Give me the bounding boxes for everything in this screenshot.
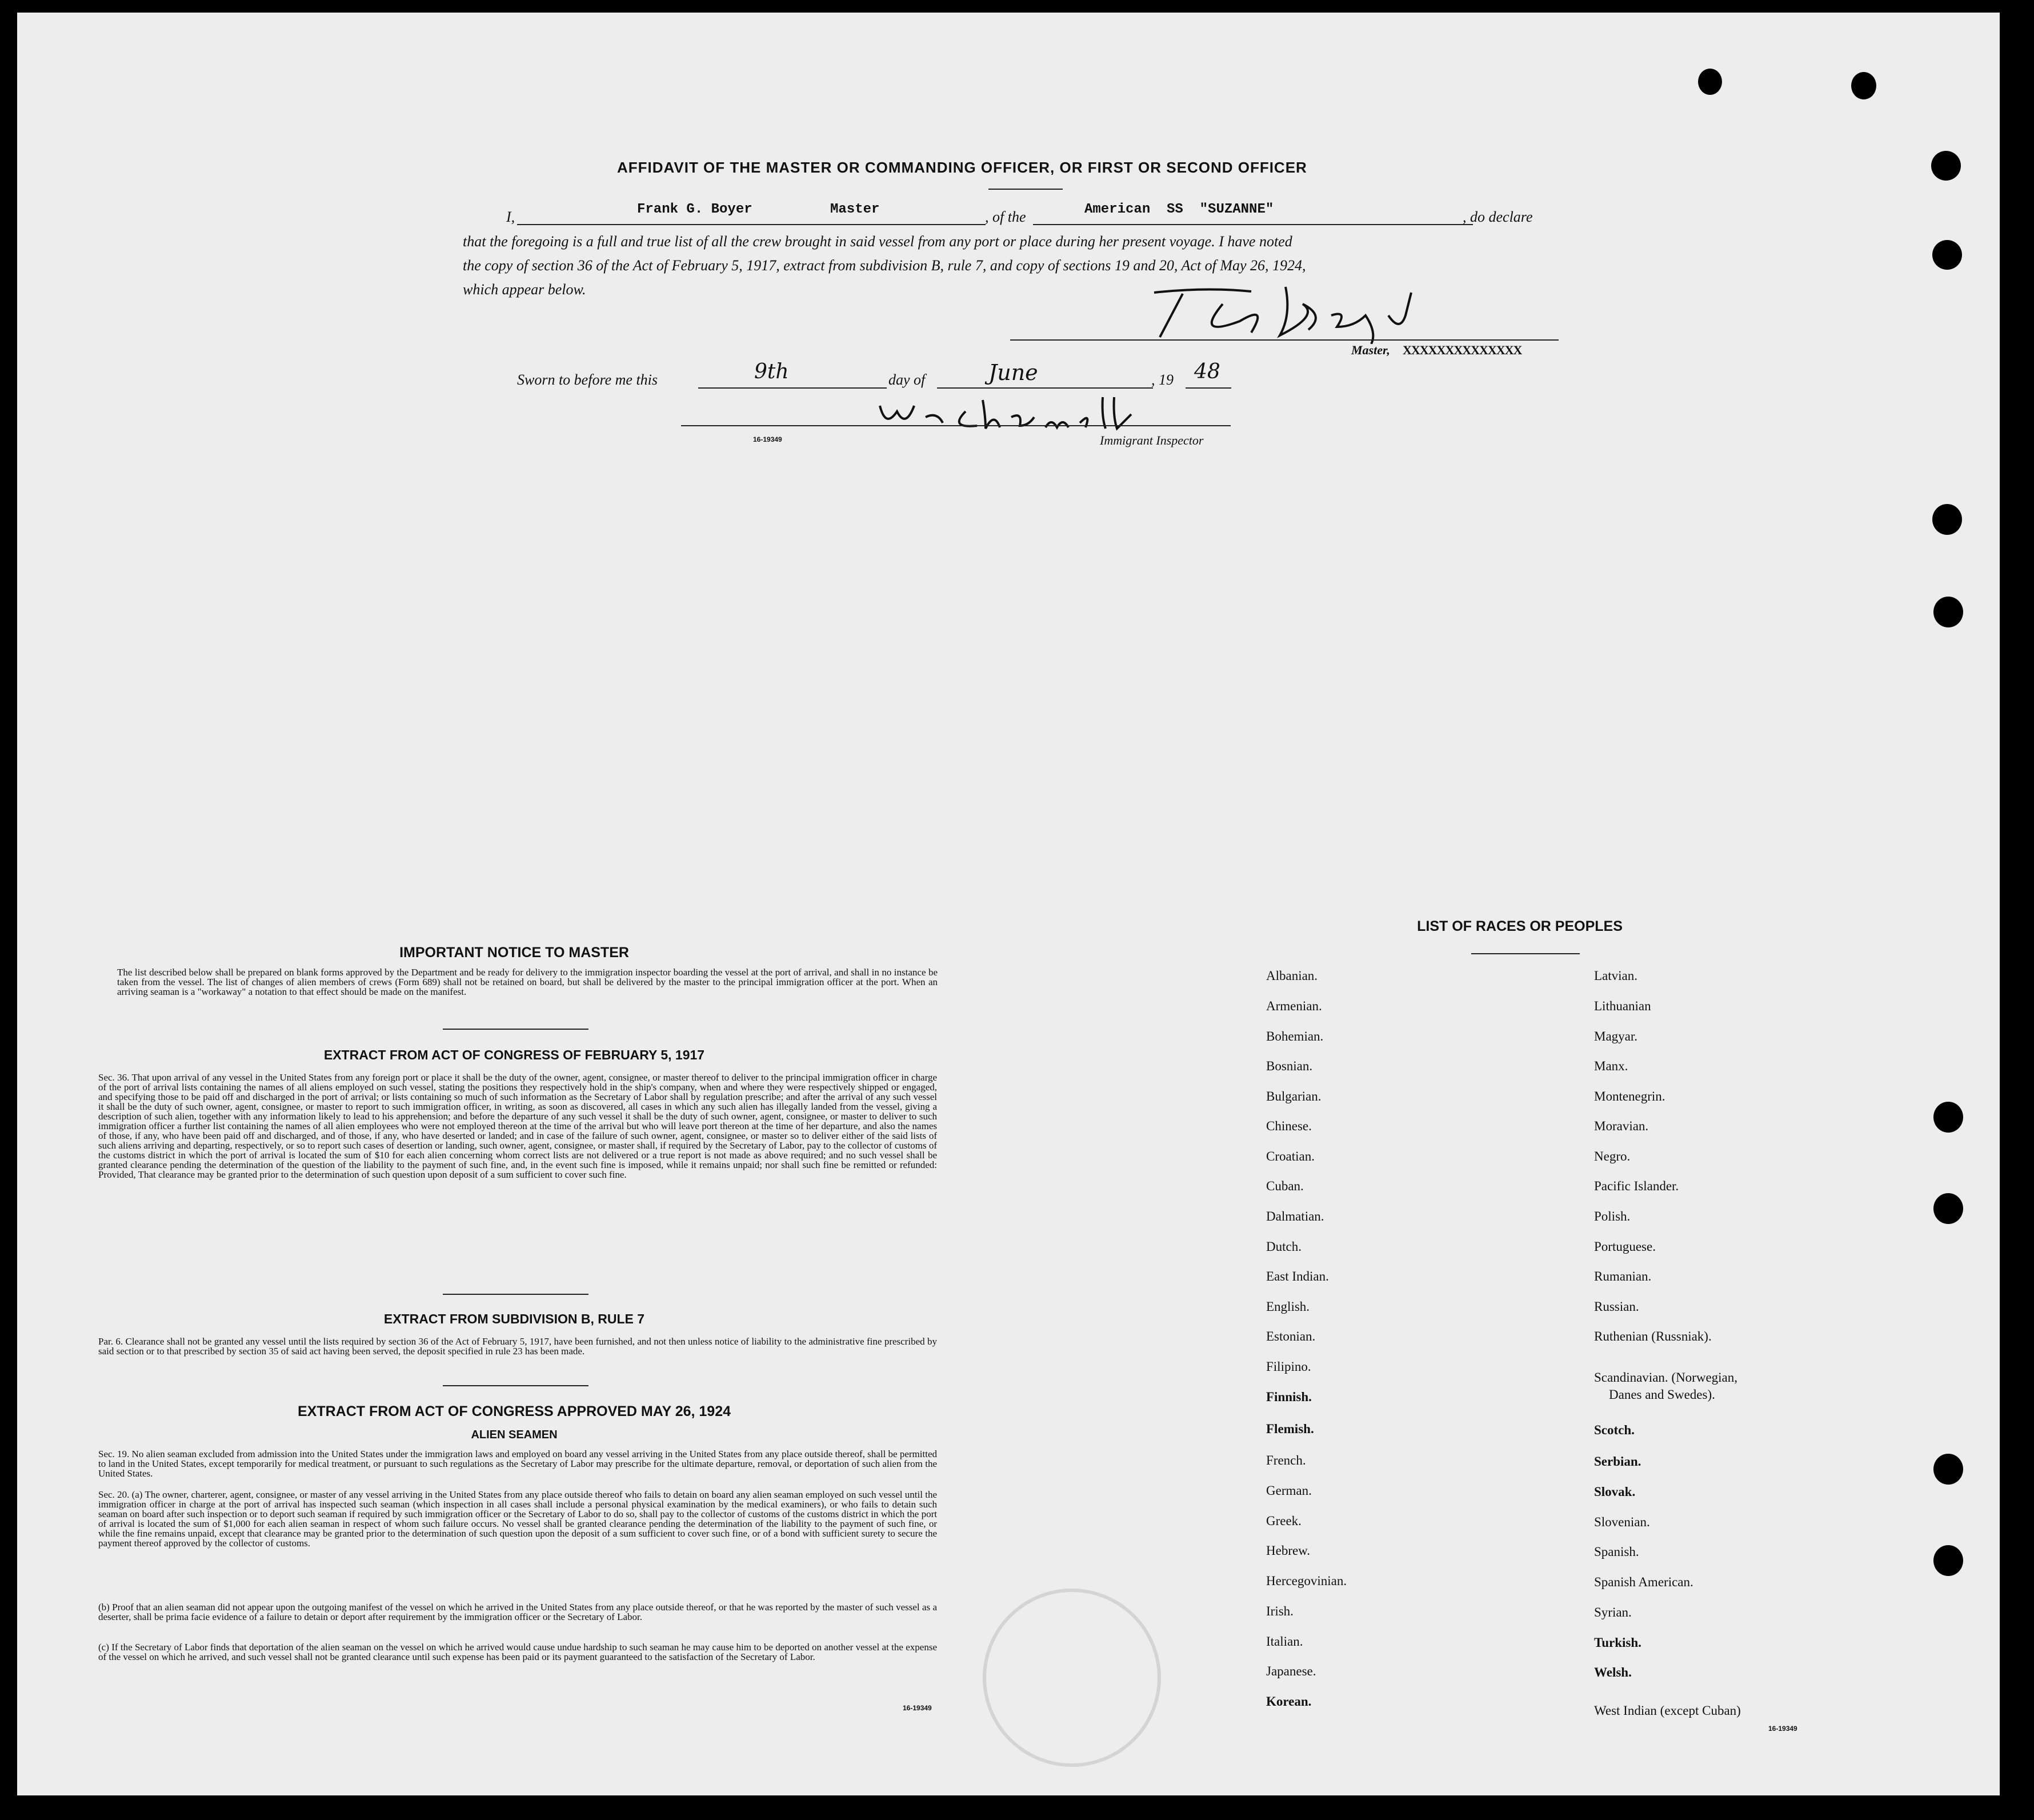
- race-item: Turkish.: [1594, 1635, 1641, 1650]
- affidavit-line-3: the copy of section 36 of the Act of February 5, 1917, extract from subdivision B, rule 7, and copy of sections 19 and 20, Act of May 26, 1924,: [463, 257, 1306, 274]
- vessel-name: American SS "SUZANNE": [1084, 202, 1274, 217]
- race-item: Spanish.: [1594, 1545, 1639, 1559]
- extract-rule7-title: EXTRACT FROM SUBDIVISION B, RULE 7: [383, 1311, 645, 1326]
- race-item: Manx.: [1594, 1059, 1628, 1073]
- form-number: 16-19349: [753, 435, 782, 443]
- extract-1917-text: Sec. 36. That upon arrival of any vessel in the United States from any foreign port or place it shall be the duty of the owner, agent, consignee, or master thereof to deliver to the principal immigration officer in charge of the port of arrival lists containing the names of all aliens employed on such vessel, stating the positions they respectively hold in the ship's company, when and where they were respectively shipped or engaged, and specifying those to be paid off and discharged in the port of arrival; or lists containing so much of such information as the Secretary of Labor shall by regulation prescribe; and after the arrival of any such vessel it shall be the duty of such owner, agent, consignee, or master to report to such immigration officer, in writing, as soon as discovered, all cases in which any such alien has illegally landed from the vessel, giving a description of such alien, together with any information likely to lead to his apprehension; and before the departure of any such vessel it shall be the duty of such owner, agent, consignee, or master to deliver to such immigration officer a further list containing the names of all alien employees who were not employed thereon at the time of the arrival but who will leave port thereon at the time of her departure, and also the names of those, if any, who have been paid off and discharged, and of those, if any, who have deserted or landed; and in case of the failure of such owner, agent, consignee, or master so to deliver either of the said lists of such aliens arriving and departing, respectively, or so to report such cases of desertion or landing, such owner, agent, consignee, or master shall, if required by the Secretary of Labor, pay to the collector of customs of the customs district in which the port of arrival is located the sum of $10 for each alien concerning whom correct lists are not delivered or a true report is not made as above required; and no such vessel shall be granted clearance pending the determination of the question of the liability to the payment of such fine, and, in the event such fine is imposed, while it remains unpaid; nor shall such fine be remitted or refunded: Provided, That clearance may be granted prior to the determination of such question upon deposit of a sum sufficient to cover such fine.: [98, 1072, 937, 1180]
- extract-1924-sec20a: Sec. 20. (a) The owner, charterer, agent, consignee, or master of any vessel arriving in the United States from any place outside thereof who fails to detain on board any alien seaman employed on such vessel until the immigration officer in charge at the port of arrival has inspected such seaman (which inspection in all cases shall include a personal physical examination by the medical examiners), or who fails to detain such seaman on board after such inspection or to deport such seaman if required by such immigration officer or the Secretary of Labor to do so, shall pay to the collector of customs of the customs district in which the port of arrival is located the sum of $1,000 for each alien seaman in respect of whom such failure occurs. No vessel shall be granted clearance pending the determination of the liability to the payment of such fine, or while the fine remains unpaid, except that clearance may be granted prior to the determination of such question upon the deposit of a sum sufficient to cover such fine, or of a bond with sufficient surety to secure the payment thereof approved by the collector of customs.: [98, 1489, 937, 1549]
- race-item: Dalmatian.: [1266, 1209, 1324, 1223]
- sworn-day: 9th: [754, 360, 789, 383]
- do-declare-label: , do declare: [1463, 209, 1533, 225]
- race-item: Korean.: [1266, 1694, 1312, 1709]
- race-item: Cuban.: [1266, 1179, 1304, 1193]
- races-title: LIST OF RACES OR PEOPLES: [1417, 918, 1623, 934]
- race-item: Syrian.: [1594, 1605, 1632, 1619]
- race-item: Estonian.: [1266, 1329, 1316, 1343]
- divider: [443, 1029, 588, 1030]
- master-signature-line: [1010, 339, 1559, 341]
- race-item: Bohemian.: [1266, 1029, 1324, 1043]
- extract-rule7-text: Par. 6. Clearance shall not be granted any vessel until the lists required by section 36 of the Act of February 5, 1917, have been furnished, and not then unless notice of liability to the administrative fine prescribed by said section or to that prescribed by section 35 of said act having been served, the deposit specified in rule 23 has been made.: [98, 1336, 937, 1357]
- race-item: Irish.: [1266, 1604, 1294, 1618]
- divider: [443, 1385, 588, 1386]
- race-item: Slovenian.: [1594, 1515, 1650, 1529]
- year-suffix: 48: [1194, 360, 1220, 383]
- race-item: Welsh.: [1594, 1665, 1632, 1679]
- inspector-signature-line: [681, 425, 1231, 426]
- race-item: Rumanian.: [1594, 1269, 1652, 1283]
- master-signature: [1137, 281, 1457, 344]
- race-item: Finnish.: [1266, 1390, 1312, 1404]
- extract-1924-sec20b: (b) Proof that an alien seaman did not appear upon the outgoing manifest of the vessel on which he arrived in the United States from any place outside thereof, or that he was reported by the master of such vessel as a deserter, shall be prima facie evidence of a failure to detain or deport after requirement by the immigration officer or the Secretary of Labor.: [98, 1602, 937, 1622]
- sworn-month-underline: [937, 387, 1153, 389]
- race-item: Polish.: [1594, 1209, 1631, 1223]
- sworn-prefix: Sworn to before me this: [517, 371, 658, 388]
- extract-1924-subtitle: ALIEN SEAMEN: [471, 1429, 558, 1441]
- divider: [443, 1294, 588, 1295]
- sworn-month: June: [988, 360, 1038, 385]
- race-item: Hebrew.: [1266, 1543, 1311, 1558]
- race-item: Greek.: [1266, 1514, 1302, 1528]
- race-item: West Indian (except Cuban): [1594, 1703, 1741, 1718]
- day-of-label: day of: [888, 371, 926, 388]
- race-item: Spanish American.: [1594, 1575, 1693, 1589]
- race-item: German.: [1266, 1483, 1312, 1498]
- affidavit-line-4: which appear below.: [463, 281, 586, 298]
- inspector-label: Immigrant Inspector: [1100, 433, 1204, 447]
- form-number: 16-19349: [903, 1704, 932, 1712]
- race-item: Lithuanian: [1594, 999, 1651, 1013]
- punch-hole: [1933, 1102, 1963, 1133]
- race-item: Serbian.: [1594, 1454, 1641, 1469]
- race-item: Magyar.: [1594, 1029, 1638, 1043]
- race-item: Slovak.: [1594, 1485, 1636, 1499]
- race-item: Portuguese.: [1594, 1239, 1656, 1254]
- race-item: Chinese.: [1266, 1119, 1312, 1133]
- race-item: Albanian.: [1266, 969, 1318, 983]
- race-item: Moravian.: [1594, 1119, 1649, 1133]
- race-item: Armenian.: [1266, 999, 1322, 1013]
- race-item: Montenegrin.: [1594, 1089, 1665, 1103]
- inspector-signature: [874, 394, 1143, 434]
- extract-1924-sec19: Sec. 19. No alien seaman excluded from admission into the United States under the immigration laws and employed on board any vessel arriving in the United States from any place outside thereof, shall be permitted to land in the United States, except temporarily for medical treatment, or pursuant to such regulations as the Secretary of Labor may prescribe for the ultimate departure, removal, or deportation of such alien from the United States.: [98, 1449, 937, 1479]
- race-item: Russian.: [1594, 1299, 1639, 1314]
- race-item: Danes and Swedes).: [1609, 1387, 1715, 1402]
- signature-label-struck: XXXXXXXXXXXXXX: [1403, 343, 1522, 357]
- punch-hole: [1933, 597, 1963, 627]
- extract-1924-sec20c: (c) If the Secretary of Labor finds that deportation of the alien seaman on the vessel on which he arrived would cause undue hardship to such seaman he may cause him to be deported on another vessel at the expense of the vessel on which he arrived, and such vessel shall not be granted clearance until such expense has been paid or its payment guaranteed to the satisfaction of the Secretary of Labor.: [98, 1642, 937, 1662]
- race-item: Filipino.: [1266, 1359, 1311, 1374]
- signature-label-master: Master,: [1351, 343, 1390, 357]
- divider: [1471, 953, 1580, 954]
- of-the-label: , of the: [985, 209, 1026, 225]
- race-item: Ruthenian (Russniak).: [1594, 1329, 1712, 1343]
- year-underline: [1186, 387, 1231, 389]
- affidavit-line-2: that the foregoing is a full and true list of all the crew brought in said vessel from any port or place during her present voyage. I have noted: [463, 233, 1292, 250]
- punch-hole: [1851, 72, 1876, 99]
- race-item: Italian.: [1266, 1634, 1303, 1649]
- vessel-underline: [1033, 224, 1473, 225]
- race-item: Hercegovinian.: [1266, 1574, 1347, 1588]
- race-item: Negro.: [1594, 1149, 1631, 1163]
- punch-hole: [1698, 69, 1722, 95]
- punch-hole: [1933, 1193, 1963, 1224]
- notice-title: IMPORTANT NOTICE TO MASTER: [399, 945, 629, 961]
- race-item: French.: [1266, 1453, 1306, 1467]
- race-item: Scotch.: [1594, 1423, 1635, 1437]
- race-item: Pacific Islander.: [1594, 1179, 1679, 1193]
- punch-hole: [1932, 504, 1962, 535]
- extract-1917-title: EXTRACT FROM ACT OF CONGRESS OF FEBRUARY 5, 1917: [323, 1047, 705, 1062]
- race-item: Croatian.: [1266, 1149, 1315, 1163]
- race-item: Bosnian.: [1266, 1059, 1313, 1073]
- race-item: Scandinavian. (Norwegian,: [1594, 1370, 1738, 1385]
- punch-hole: [1933, 1545, 1963, 1576]
- race-item: Latvian.: [1594, 969, 1637, 983]
- notice-text: The list described below shall be prepared on blank forms approved by the Department and be ready for delivery to the immigration inspector boarding the vessel at the port of arrival, and shall in no instance be taken from the vessel. The list of changes of alien members of crews (Form 689) shall not be retained on board, but shall be delivered by the master to the principal immigration officer at the port. When an arriving seaman is a "workaway" a notation to that effect should be made on the manifest.: [117, 967, 938, 997]
- race-item: Dutch.: [1266, 1239, 1302, 1254]
- affiant-prefix: I,: [506, 209, 515, 225]
- received-stamp: [983, 1589, 1161, 1767]
- year-prefix: , 19: [1151, 371, 1174, 388]
- race-item: Bulgarian.: [1266, 1089, 1322, 1103]
- race-item: East Indian.: [1266, 1269, 1329, 1283]
- race-item: English.: [1266, 1299, 1310, 1314]
- extract-1924-title: EXTRACT FROM ACT OF CONGRESS APPROVED MAY 26, 1924: [297, 1403, 731, 1419]
- punch-hole: [1932, 240, 1962, 270]
- race-item: Flemish.: [1266, 1422, 1314, 1436]
- punch-hole: [1933, 1454, 1963, 1485]
- master-rank: Master: [830, 202, 880, 217]
- divider: [988, 189, 1063, 190]
- form-number: 16-19349: [1768, 1725, 1797, 1733]
- race-item: Japanese.: [1266, 1664, 1316, 1678]
- master-name: Frank G. Boyer: [637, 202, 752, 217]
- sworn-day-underline: [698, 387, 887, 389]
- punch-hole: [1931, 151, 1961, 181]
- affidavit-title: AFFIDAVIT OF THE MASTER OR COMMANDING OFFICER, OR FIRST OR SECOND OFFICER: [617, 159, 1307, 176]
- name-underline: [517, 224, 986, 225]
